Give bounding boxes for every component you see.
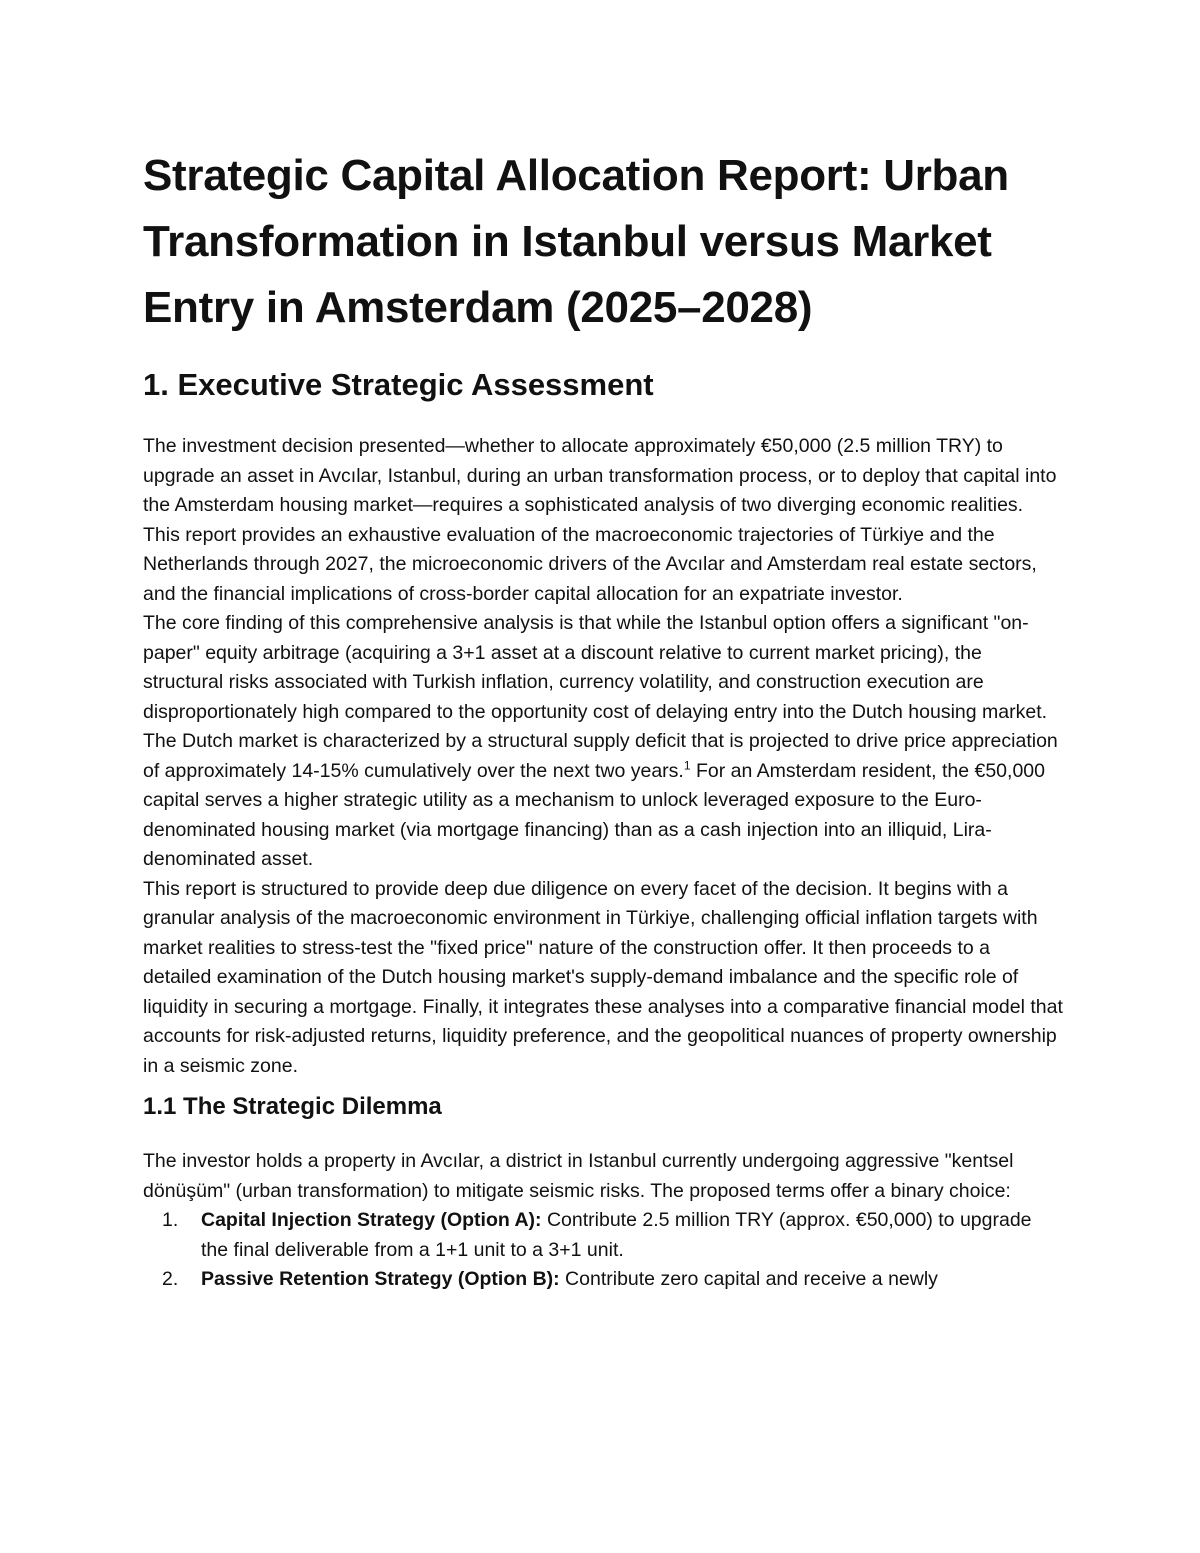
list-item <box>143 1265 1063 1295</box>
list-item <box>143 1206 1063 1265</box>
document-body <box>143 143 1063 1295</box>
list-item-number: 1. <box>162 1209 179 1231</box>
option-text: Contribute 2.5 million TRY (approx. €50,000) to upgrade the final deliverable from a 1+1 unit to a 3+1 unit. <box>201 1209 1032 1261</box>
paragraph-core-finding <box>143 609 1063 875</box>
list-item-number: 2. <box>162 1268 179 1290</box>
core-finding-text-continued: For an Amsterdam resident, the €50,000 capital serves a higher strategic utility as a mechanism to unlock leveraged exposure to the Euro-denominated housing market (via mortgage financing) than as a cash injection into an illiquid, Lira-denominated asset. <box>143 759 1045 870</box>
subsection-heading-strategic-dilemma: 1.1 The Strategic Dilemma <box>143 1093 442 1120</box>
paragraph-investment-decision: The investment decision presented—whether to allocate approximately €50,000 (2.5 million TRY) to upgrade an asset in Avcılar, Istanbul, during an urban transformation process, or to deploy that capital into the Amsterdam housing market—requires a sophisticated analysis of two diverging economic realities. This report provides an exhaustive evaluation of the macroeconomic trajectories of Türkiye and the Netherlands through 2027, the microeconomic drivers of the Avcılar and Amsterdam real estate sectors, and the financial implications of cross-border capital allocation for an expatriate investor. <box>143 435 1057 605</box>
paragraph-report-structure: This report is structured to provide deep due diligence on every facet of the decision. It begins with a granular analysis of the macroeconomic environment in Türkiye, challenging official inflation targets with market realities to stress-test the "fixed price" nature of the construction offer. It then proceeds to a detailed examination of the Dutch housing market's supply-demand imbalance and the specific role of liquidity in securing a mortgage. Finally, it integrates these analyses into a comparative financial model that accounts for risk-adjusted returns, liquidity preference, and the geopolitical nuances of property ownership in a seismic zone. <box>143 877 1063 1077</box>
section-heading-executive-assessment: 1. Executive Strategic Assessment <box>143 367 654 402</box>
report-title: Strategic Capital Allocation Report: Urban Transformation in Istanbul versus Market Entry in Amsterdam (2025–2028) <box>143 151 1009 332</box>
option-text: Contribute zero capital and receive a newly <box>559 1268 938 1290</box>
option-label: Capital Injection Strategy (Option A): <box>201 1209 542 1231</box>
option-label: Passive Retention Strategy (Option B): <box>201 1268 560 1290</box>
core-finding-text: The core finding of this comprehensive analysis is that while the Istanbul option offers a significant "on-paper" equity arbitrage (acquiring a 3+1 asset at a discount relative to current market pricing), the structural risks associated with Turkish inflation, currency volatility, and construction execution are disproportionately high compared to the opportunity cost of delaying entry into the Dutch housing market. The Dutch market is characterized by a structural supply deficit that is projected to drive price appreciation of approximately 14-15% cumulatively over the next two years. <box>143 612 1058 782</box>
options-list <box>143 1206 1063 1295</box>
paragraph-dilemma-intro: The investor holds a property in Avcılar, a district in Istanbul currently undergoing aggressive "kentsel dönüşüm" (urban transformation) to mitigate seismic risks. The proposed terms offer a binary choice: <box>143 1150 1014 1202</box>
footnote-reference[interactable]: 1 <box>683 758 691 772</box>
